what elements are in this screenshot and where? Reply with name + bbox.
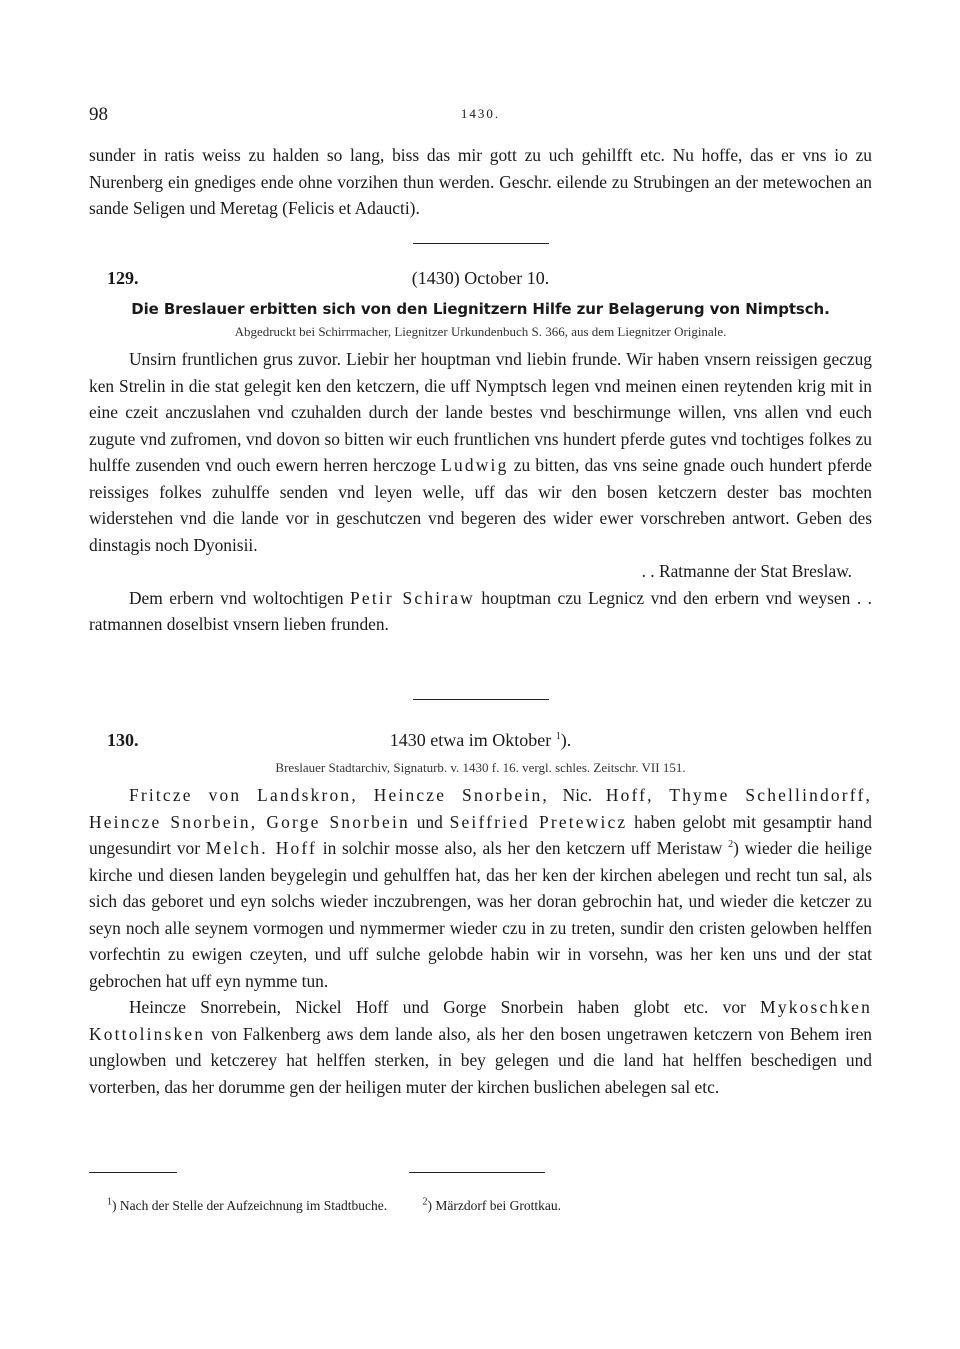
address-text: houptman czu Legnicz vnd den erbern vnd weysen . . ratmannen doselbist vnsern lieben frunden. <box>89 587 872 634</box>
footnote-text: ) Märzdorf bei Grottkau. <box>427 1198 561 1213</box>
person-names: Seiffried Pretewicz <box>449 811 628 832</box>
doc-130-heading <box>89 730 872 758</box>
person-names: Hoff, Thyme Schellindorff, Heincze Snorbein, Gorge Snorbein <box>89 785 872 832</box>
body-text: und <box>409 811 450 832</box>
running-title-year: 1430. <box>460 106 501 121</box>
doc-129-body <box>89 346 872 558</box>
address-text: Dem erbern vnd woltochtigen <box>129 587 351 608</box>
doc-129-title: Die Breslauer erbitten sich von den Liegnitzern Hilfe zur Belagerung von Nimptsch. <box>131 300 830 318</box>
date-text: 1430 etwa im Oktober <box>389 730 552 750</box>
body-text: in solchir mosse also, als her den ketczern uff Meristaw <box>317 838 723 858</box>
doc-129-signature: . . Ratmanne der Stat Breslaw. <box>641 561 852 581</box>
divider-rule <box>413 699 549 700</box>
body-text: Nic. <box>548 785 606 805</box>
body-text: zu bitten, das vns seine gnade ouch hundert pferde reissiges folkes zuhulffe senden vnd leyen welle, uff das wir den bosen ketczern dester bas mochten widerstehen vnd die lande vor in geschutczen vnd begeren des wider ewer vorschreben antwort. Geben des dinstagis noch Dyonisii. <box>89 455 872 555</box>
doc-129-heading <box>89 268 872 296</box>
doc-130-paragraph-1 <box>89 782 872 994</box>
body-text: Heincze Snorrebein, Nickel Hoff und Gorge Snorbein haben globt etc. vor <box>129 997 761 1017</box>
doc-129-number: 129. <box>107 268 139 288</box>
footnote-line <box>89 1198 872 1214</box>
person-names: Mykoschken Kottolinsken <box>89 997 872 1044</box>
body-text: ) wieder die heilige kirche und diesen landen beygelegin und gehulffen hat, das her ken der kirchen abelegen und recht tun sal, als sich das geboret und eyn solchs wieder inczubrengen, was her doran gebrochin hat, und wieder die ketczer zu seyn noch alle seynem vormogen und nymmermer wieder czu in zu treten, sundir den cristen gelowben helffen vorfechtin zu ewigen czeyten, und uff sulche gelobde habin wir in vorsehn, was her ken uns und der stat gebrochen hat uff eyn nymme tun. <box>89 838 872 991</box>
footnote-text: ) Nach der Stelle der Aufzeichnung im Stadtbuche. <box>112 1198 388 1213</box>
document-129 <box>89 268 872 638</box>
doc-129-source: Abgedruckt bei Schirrmacher, Liegnitzer Urkundenbuch S. 366, aus dem Liegnitzer Originale. <box>234 324 727 339</box>
footnote-rule-center <box>409 1172 545 1173</box>
footnote-ref: 2 <box>728 839 734 851</box>
footnote-1 <box>107 1198 387 1213</box>
footnote-mark: 1 <box>107 1196 112 1208</box>
body-text: Unsirn fruntlichen grus zuvor. Liebir her houptman vnd liebin frunde. Wir haben vnsern reissigen geczug ken Strelin in die stat gelegit ken den ketczern, die uff Nymptsch legen vnd meinen einen reytenden krig mit in eine czeit anczuslahen vnd czuhalden durch der lande bestes vnd beschirmunge willen, vns allen vnd euch zugute vnd zufromen, vnd dovon so bitten wir euch fruntlichen vns hundert pferde gutes vnd tochtiges folkes zu hulffe zusenden vnd ouch ewern herren herczoge <box>89 349 872 475</box>
divider-rule <box>413 243 549 244</box>
person-name: Petir Schiraw <box>350 587 475 608</box>
footnote-mark: 2 <box>422 1196 428 1208</box>
footnote-ref: 1 <box>555 731 561 742</box>
person-name: Ludwig <box>441 455 509 475</box>
footnote-rules <box>89 1172 872 1182</box>
document-130 <box>89 730 872 1100</box>
doc-130-number: 130. <box>107 730 139 750</box>
doc-130-date <box>89 730 872 751</box>
intro-block <box>89 142 872 222</box>
footnote-rule-left <box>89 1172 177 1173</box>
doc-129-date: (1430) October 10. <box>411 268 550 288</box>
intro-paragraph: sunder in ratis weiss zu halden so lang, biss das mir gott zu uch gehilfft etc. Nu hoffe, das er vns io zu Nurenberg ein gnediges ende ohne vorzihen thun werden. Geschr. eilende zu Strubingen an der metewochen an sande Seligen und Meretag (Felicis et Adaucti). <box>89 145 872 218</box>
section-divider-1 <box>89 243 872 244</box>
person-names: Melch. Hoff <box>205 838 318 858</box>
doc-130-source: Breslauer Stadtarchiv, Signaturb. v. 1430 f. 16. vergl. schles. Zeitschr. VII 151. <box>275 760 686 775</box>
doc-130-paragraph-2 <box>89 994 872 1100</box>
body-text: von Falkenberg aws dem lande also, als her den bosen ungetrawen ketczern von Behem iren unglowben und ketczerey hat helffen sterken, in bey gelegen und die land hat helffen beschedigen und vorterben, das her dorumme gen der heiligen muter der kirchen buslichen abelegen sal etc. <box>89 1023 872 1097</box>
person-names: Fritcze von Landskron, Heincze Snorbein, <box>129 785 549 805</box>
page-number: 98 <box>89 104 108 125</box>
date-text-end: ). <box>560 730 572 750</box>
footnotes <box>89 1172 872 1214</box>
footnote-2 <box>423 1198 561 1213</box>
section-divider-2 <box>89 699 872 700</box>
running-header <box>89 104 872 126</box>
body-text: haben gelobt mit gesamptir hand ungesundirt vor <box>89 811 872 858</box>
doc-129-address <box>89 585 872 638</box>
